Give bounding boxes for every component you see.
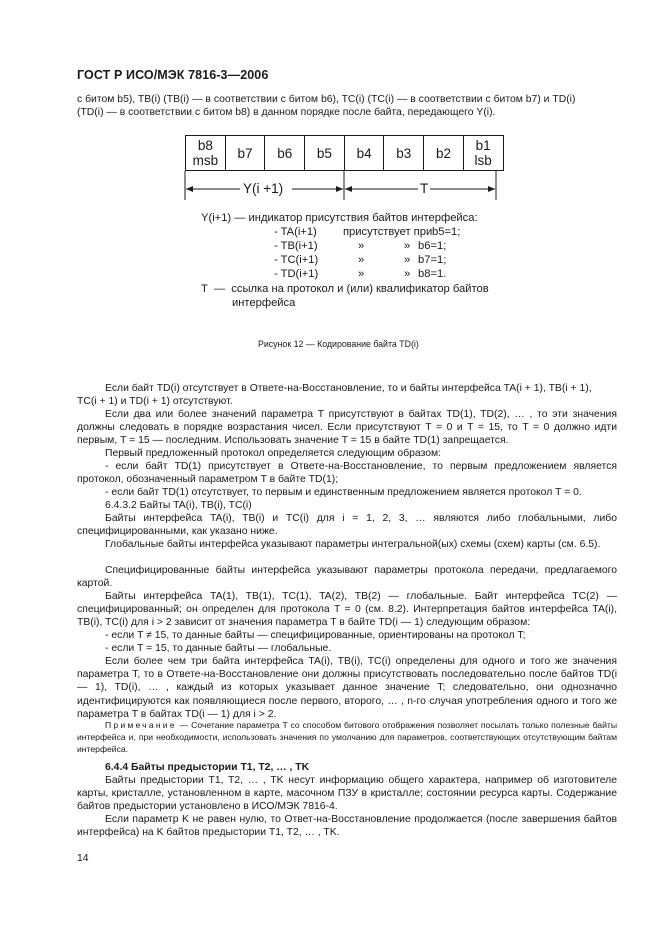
bit-cell-b6: b6 (265, 136, 305, 171)
bit-cell-b1: b1 lsb (463, 136, 503, 171)
bit-cell-b7: b7 (225, 136, 265, 171)
bit-cell-b4: b4 (344, 136, 384, 171)
paragraph: Глобальные байты интерфейса указывают параметры интегральной(ых) схемы (схем) карты (см. 6.5). (105, 539, 601, 550)
legend-t-description-cont: интерфейса (232, 297, 296, 309)
paragraph: Байты предыстории T1, T2, … , TK несут информацию общего характера, например об изготовителе карты, кристалле, установленном в карте, масочном ПЗУ в кристалле; состоянии ресурса карты. Содержание байтов предыстории установлено в ИСО/МЭК 7816-4. (77, 775, 617, 813)
arrow-right-icon (336, 186, 343, 192)
bit-span-arrows (180, 168, 510, 204)
y-field-label: Y(i +1) (243, 181, 284, 196)
intro-line-2: (TD(i) — в соответствии с битом b8) в данном порядке после байта, передающего Y(i). (77, 107, 496, 118)
paragraph: Если параметр K не равен нулю, то Ответ-на-Восстановление продолжается (после завершения байтов интерфейса) на K байтов предыстории T1, T2, … , TK. (77, 814, 617, 839)
note-label: Примечание (105, 720, 177, 730)
page-number: 14 (77, 853, 89, 864)
note (77, 719, 617, 756)
paragraph: Первый предложенный протокол определяется следующим образом: (105, 448, 442, 459)
legend-y-description: Y(i+1) — индикатор присутствия байтов интерфейса: (201, 212, 478, 224)
bit-cell-b3: b3 (384, 136, 424, 171)
note-text: — Сочетание параметра T со способом битового отображения позволяет посылать только полезные байты интерфейса и, при необходимости, использовать значения по умолчанию для параметров, соответствующих отсутствующим байтам интерфейса. (77, 720, 617, 755)
paragraph: TC(i + 1) и TD(i + 1) отсутствуют. (77, 396, 233, 407)
paragraph: Байты интерфейса TA(i), TB(i) и TC(i) для i = 1, 2, 3, … являются либо глобальными, либо специфицированными, как указано ниже. (77, 513, 617, 538)
paragraph: - если байт TD(1) отсутствует, то первым и единственным предложением является протокол T = 0. (105, 487, 582, 498)
figure-caption: Рисунок 12 — Кодирование байта TD(i) (258, 339, 419, 349)
arrow-right-icon (488, 186, 495, 192)
paragraph: Если более чем три байта интерфейса TA(i), TB(i), TC(i) определены для одного и того же значения параметра T, то в Ответе-на-Восстановление они должны присутствовать последовательно после байтов TD(i — 1), TD(i), … , каждый из которых указывает данное значение T; следовательно, они однозначно идентифицируются как появляющиеся после первого, второго, … , n-го случая употребления одного и того же параметра T в байтах TD(i — 1) для i > 2. (77, 656, 617, 720)
paragraph: - если байт TD(1) присутствует в Ответе-на-Восстановление, то первым предложением является протокол, обозначенный параметром T в байте TD(1); (77, 461, 617, 486)
paragraph: Байты интерфейса TA(1), TB(1), TC(1), TA(2), TB(2) — глобальные. Байт интерфейса TC(2) — специфицированный; он определен для протокола T = 0 (см. 8.2). Интерпретация байтов интерфейса TA(i), TB(i), TC(i) для i > 2 зависит от значения параметра T в байте TD(i — 1) следующим образом: (77, 591, 617, 629)
arrow-left-icon (345, 186, 352, 192)
paragraph: Специфицированные байты интерфейса указывают параметры протокола передачи, предлагаемого картой. (77, 565, 617, 590)
arrow-left-icon (186, 186, 193, 192)
list-item: - если T ≠ 15, то данные байты — специфицированные, ориентированы на протокол T; (105, 630, 526, 641)
bit-cell-b5: b5 (305, 136, 345, 171)
bit-cell-b2: b2 (424, 136, 464, 171)
intro-line-1: с битом b5), TB(i) (TB(i) — в соответствии с битом b6), TC(i) (TC(i) — в соответствии с битом b7) и TD(i) (77, 94, 576, 105)
document-header: ГОСТ Р ИСО/МЭК 7816-3—2006 (77, 68, 269, 82)
bit-table (185, 135, 504, 171)
paragraph: Если два или более значений параметра T присутствуют в байтах TD(1), TD(2), … , то эти значения должны следовать в порядке возрастания чисел. Если присутствуют T = 0 и T = 15, то T = 0 должно идти первым, T = 15 — последним. Использовать значение T = 15 в байте TD(1) запрещается. (77, 409, 617, 447)
paragraph: Если байт TD(i) отсутствует в Ответе-на-Восстановление, то и байты интерфейса TA(i + 1), TB(i + 1), (105, 383, 592, 394)
legend-t-description: T — ссылка на протокол и (или) квалификатор байтов (201, 283, 489, 295)
list-item: - если T = 15, то данные байты — глобальные. (105, 643, 332, 654)
subsection-heading: 6.4.3.2 Байты TA(i), TB(i), TC(i) (105, 500, 252, 511)
bit-cell-b8: b8 msb (186, 136, 226, 171)
section-heading: 6.4.4 Байты предыстории T1, T2, … , TK (105, 762, 310, 773)
t-field-label: T (420, 181, 429, 196)
